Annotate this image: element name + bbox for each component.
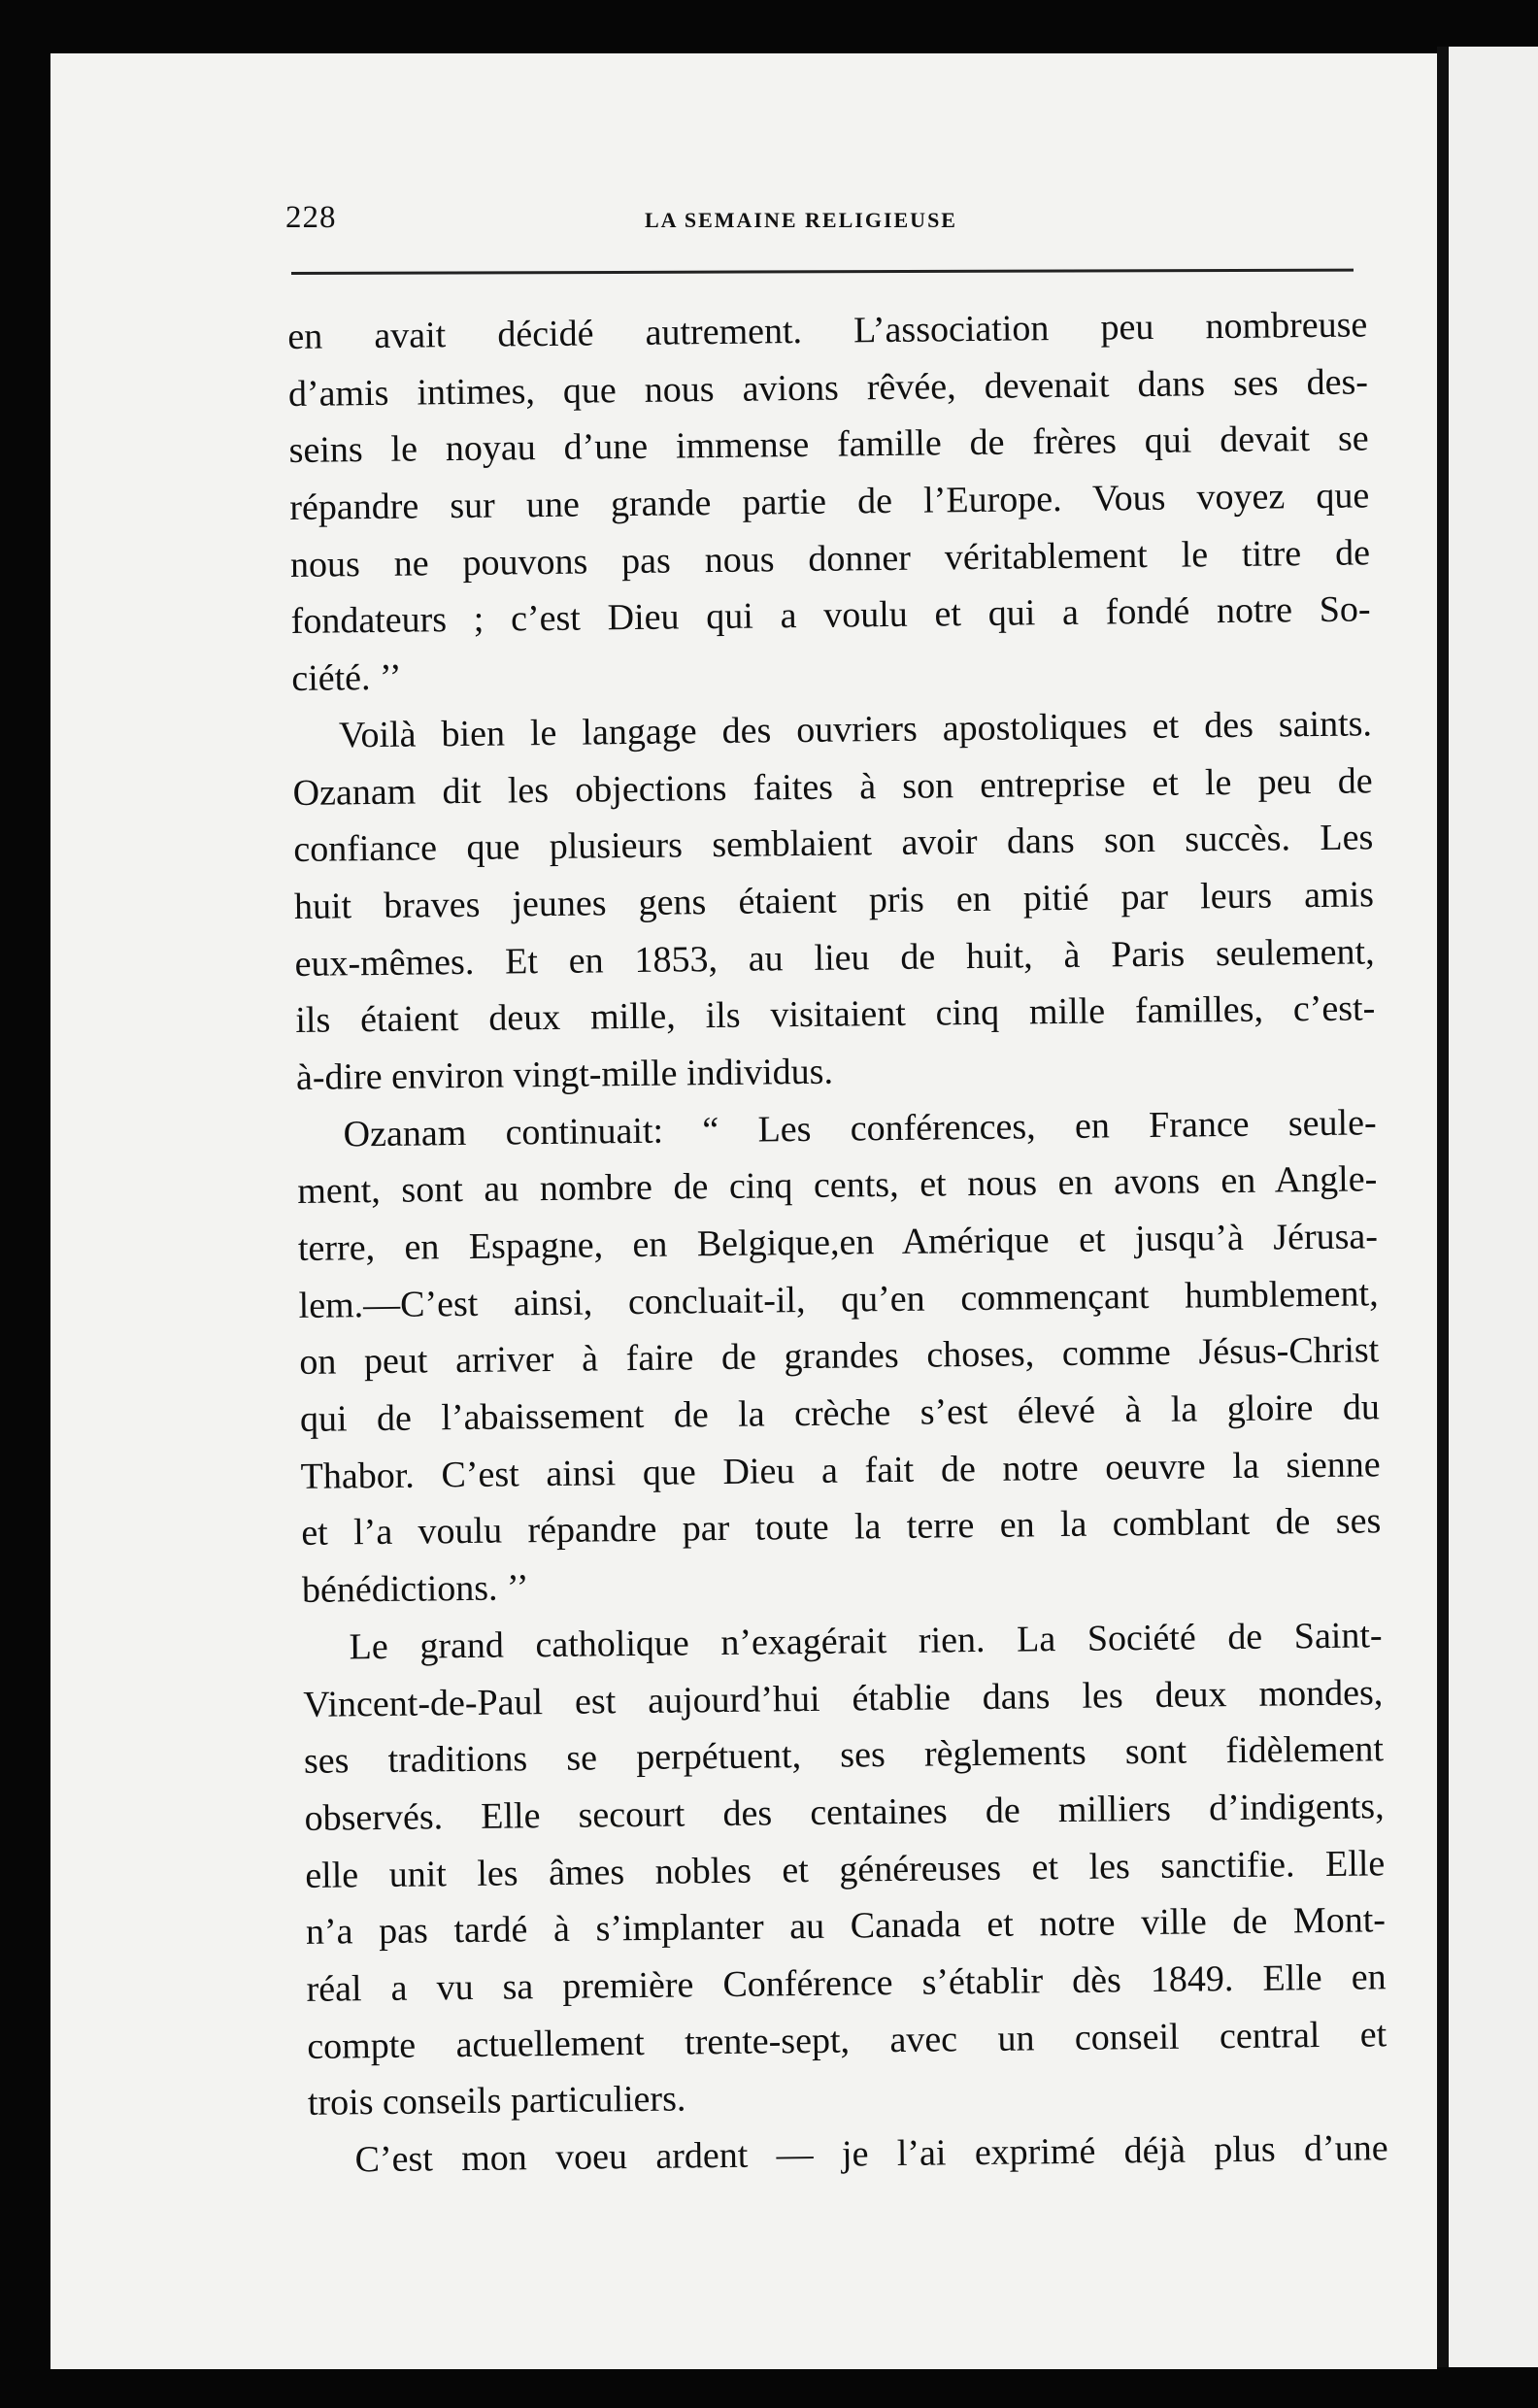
text-line: Le grand catholique n’exagérait rien. La Société de Saint- [349, 1615, 1383, 1668]
text-line: Thabor. C’est ainsi que Dieu a fait de notre oeuvre la sienne [300, 1444, 1381, 1497]
text-line: d’amis intimes, que nous avions rêvée, devenait dans ses des- [287, 361, 1369, 415]
text-line: bénédictions. ’’ [301, 1567, 529, 1612]
text-line: seins le noyau d’une immense famille de frères qui devait se [288, 418, 1369, 472]
text-line: n’a pas tardé à s’implanter au Canada et notre ville de Mont- [305, 1899, 1387, 1954]
text-line: huit braves jeunes gens étaient pris en pitié par leurs amis [293, 874, 1375, 927]
text-line: observés. Elle secourt des centaines de milliers d’indigents, [304, 1786, 1385, 1839]
text-line: à-dire environ vingt-mille individus. [295, 1051, 834, 1098]
text-line: confiance que plusieurs semblaient avoir dans son succès. Les [293, 817, 1374, 871]
running-title: LA SEMAINE RELIGIEUSE [645, 208, 957, 232]
text-line: ils étaient deux mille, ils visitaient cinq mille familles, c’est- [295, 987, 1376, 1042]
text-line: et l’a voulu répandre par toute la terre en la comblant de ses [301, 1500, 1382, 1555]
text-line: ment, sont au nombre de cinq cents, et nous en avons en Angle- [297, 1158, 1378, 1213]
text-line: Vincent-de-Paul est aujourd’hui établie dans les deux mondes, [303, 1671, 1384, 1725]
text-line: qui de l’abaissement de la crèche s’est élevé à la gloire du [299, 1387, 1381, 1440]
page-header [285, 200, 1357, 251]
text-line: Voilà bien le langage des ouvriers apostoliques et des saints. [338, 703, 1373, 756]
text-line: lem.—C’est ainsi, concluait-il, qu’en commençant humblement, [298, 1273, 1379, 1326]
text-line: fondateurs ; c’est Dieu qui a voulu et qui a fondé notre So- [290, 588, 1371, 643]
body-text [287, 296, 1388, 2189]
text-line: elle unit les âmes nobles et généreuses et les sanctifie. Elle [305, 1842, 1386, 1896]
text-line: trois conseils particuliers. [307, 2078, 686, 2124]
text-line: C’est mon voeu ardent — je l’ai exprimé déjà plus d’une [354, 2127, 1388, 2181]
text-line: Ozanam continuait: “ Les conférences, en France seule- [343, 1101, 1377, 1155]
text-line: répandre sur une grande partie de l’Europe. Vous voyez que [289, 475, 1370, 529]
text-line: ciété. ’’ [291, 656, 402, 700]
text-line: compte actuellement trente-sept, avec un conseil central et [307, 2013, 1388, 2067]
text-line: on peut arriver à faire de grandes choses, comme Jésus-Christ [299, 1329, 1380, 1384]
text-line: nous ne pouvons pas nous donner véritablement le titre de [289, 532, 1371, 585]
text-line: eux-mêmes. Et en 1853, au lieu de huit, à Paris seulement, [294, 930, 1375, 985]
text-line: en avait décidé autrement. L’association peu nombreuse [287, 304, 1368, 357]
text-line: Ozanam dit les objections faites à son entreprise et le peu de [292, 759, 1373, 814]
page-number: 228 [285, 200, 337, 235]
adjacent-page-edge [1449, 47, 1538, 2367]
text-line: terre, en Espagne, en Belgique,en Amérique et jusqu’à Jérusa- [297, 1216, 1379, 1269]
text-line: réal a vu sa première Conférence s’établir dès 1849. Elle en [306, 1956, 1387, 2010]
text-line: ses traditions se perpétuent, ses règlements sont fidèlement [303, 1728, 1385, 1783]
